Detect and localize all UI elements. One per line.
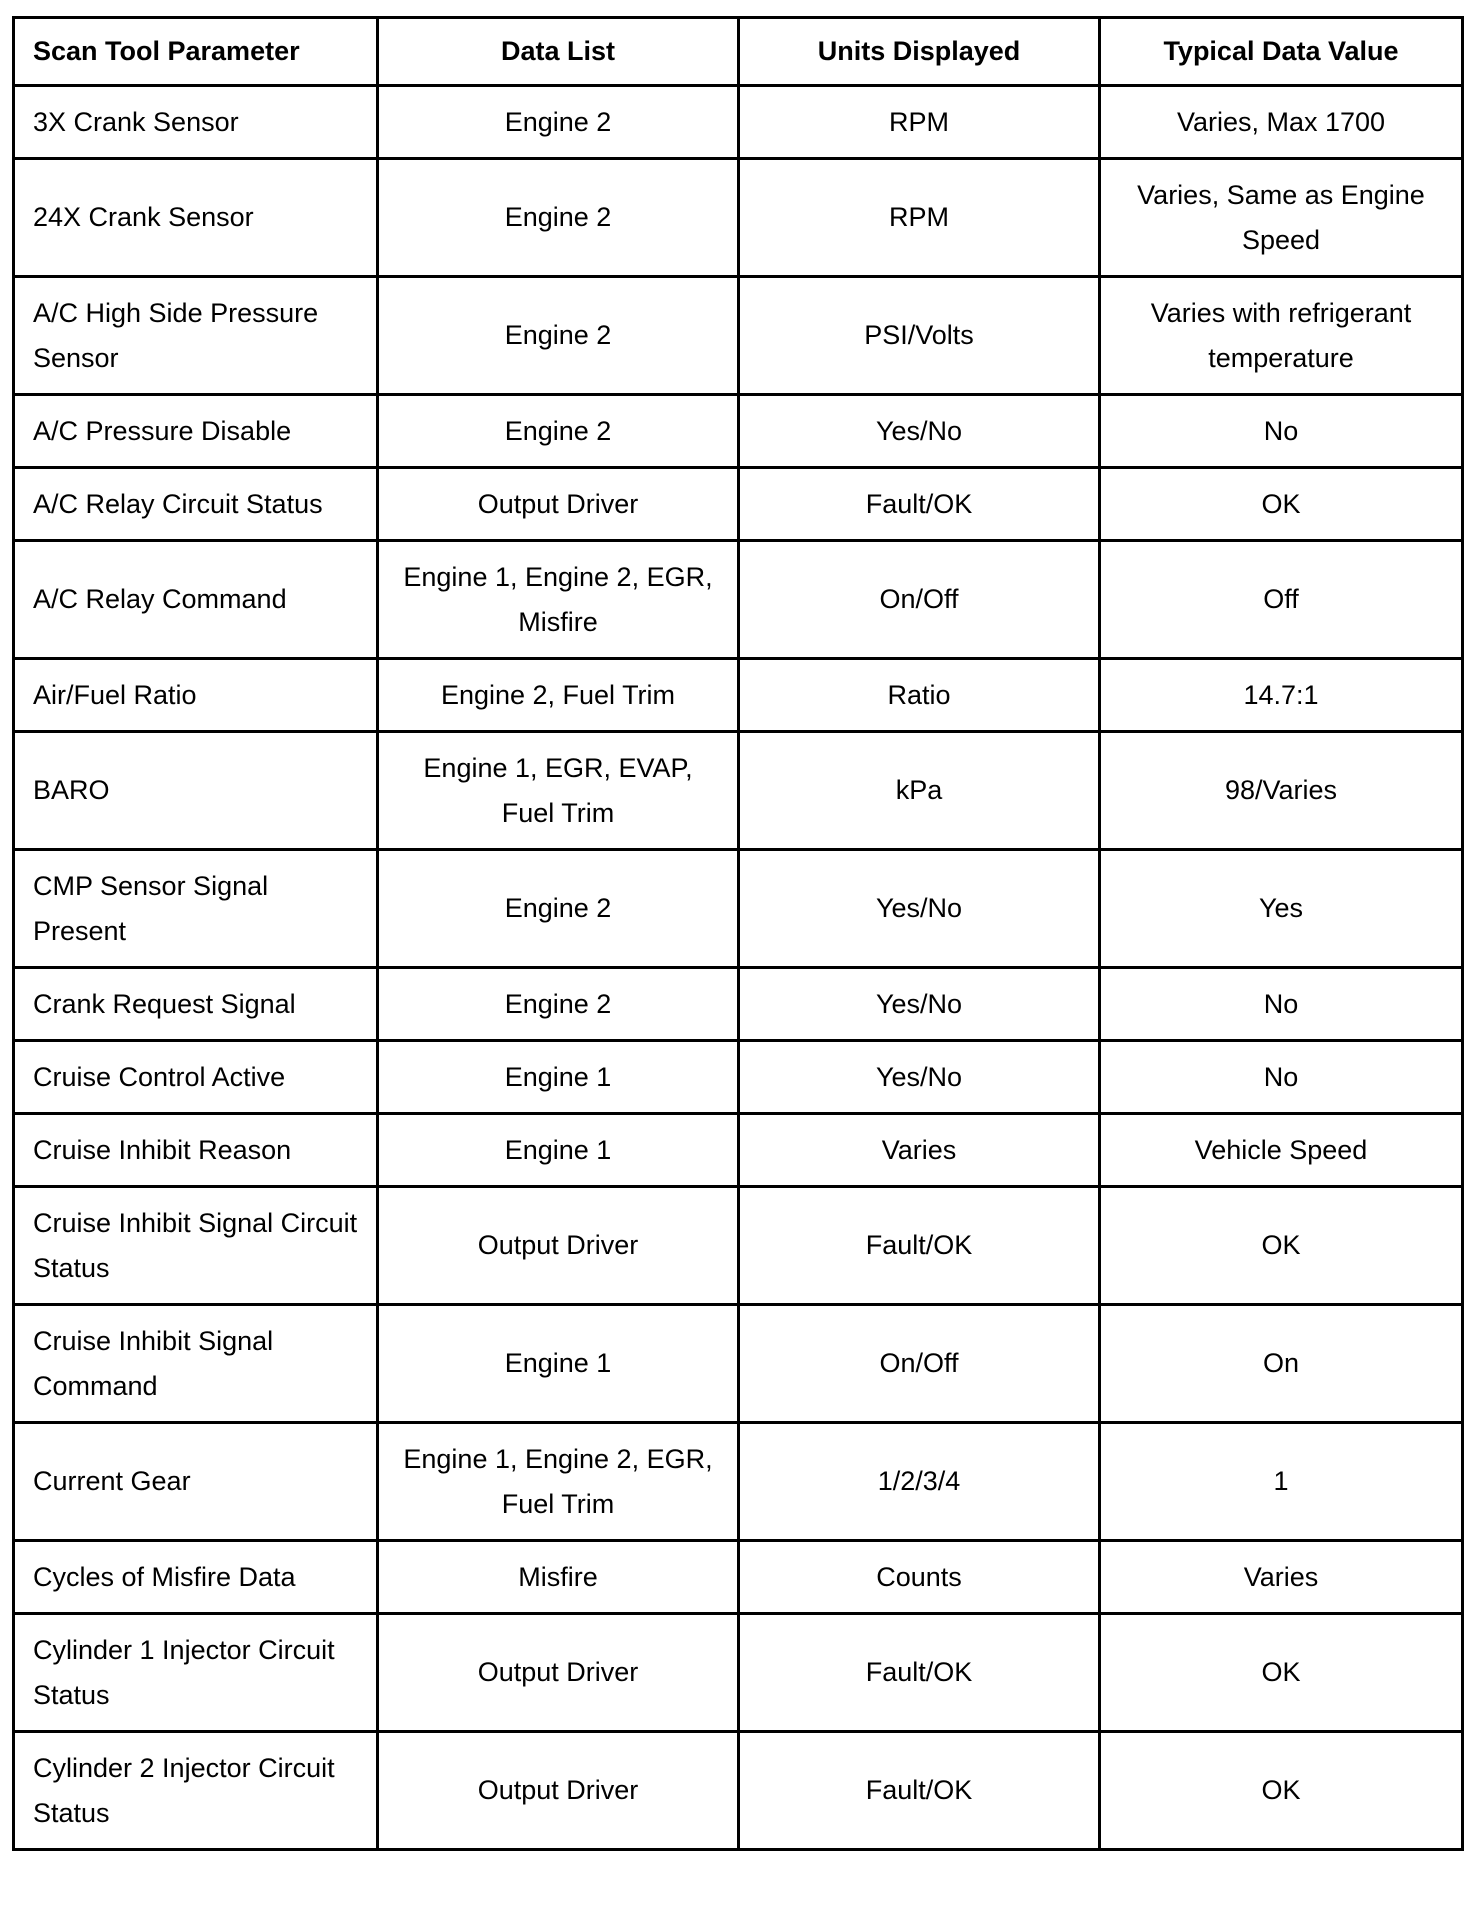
table-row (14, 1041, 1463, 1114)
cell-parameter: Cycles of Misfire Data (14, 1541, 378, 1614)
cell-units: Fault/OK (739, 1614, 1100, 1732)
cell-units: On/Off (739, 1305, 1100, 1423)
cell-units: RPM (739, 159, 1100, 277)
table-row (14, 1305, 1463, 1423)
table-row (14, 159, 1463, 277)
table-row (14, 468, 1463, 541)
table-row (14, 732, 1463, 850)
cell-units: Fault/OK (739, 1732, 1100, 1850)
cell-typical-value: Varies with refrigerant temperature (1100, 277, 1463, 395)
cell-data-list: Output Driver (378, 468, 739, 541)
data-table (12, 16, 1464, 1851)
cell-units: 1/2/3/4 (739, 1423, 1100, 1541)
cell-data-list: Engine 2 (378, 277, 739, 395)
table-row (14, 541, 1463, 659)
cell-data-list: Engine 1, Engine 2, EGR, Misfire (378, 541, 739, 659)
cell-parameter: A/C Pressure Disable (14, 395, 378, 468)
cell-parameter: 3X Crank Sensor (14, 86, 378, 159)
table-row (14, 277, 1463, 395)
cell-data-list: Engine 1 (378, 1305, 739, 1423)
cell-data-list: Output Driver (378, 1732, 739, 1850)
table-row (14, 1423, 1463, 1541)
cell-typical-value: OK (1100, 468, 1463, 541)
header-scan-tool-parameter: Scan Tool Parameter (14, 18, 378, 86)
cell-data-list: Engine 1, Engine 2, EGR, Fuel Trim (378, 1423, 739, 1541)
cell-units: Fault/OK (739, 468, 1100, 541)
cell-data-list: Engine 2 (378, 86, 739, 159)
table-row (14, 1187, 1463, 1305)
cell-parameter: Cylinder 2 Injector Circuit Status (14, 1732, 378, 1850)
cell-parameter: Current Gear (14, 1423, 378, 1541)
cell-typical-value: Off (1100, 541, 1463, 659)
table-row (14, 1541, 1463, 1614)
cell-units: PSI/Volts (739, 277, 1100, 395)
cell-data-list: Engine 1 (378, 1114, 739, 1187)
table-row (14, 1614, 1463, 1732)
table-row (14, 1732, 1463, 1850)
cell-units: On/Off (739, 541, 1100, 659)
scan-tool-data-table (12, 16, 1461, 1851)
header-row (14, 18, 1463, 86)
cell-typical-value: No (1100, 968, 1463, 1041)
header-units-displayed: Units Displayed (739, 18, 1100, 86)
cell-parameter: Air/Fuel Ratio (14, 659, 378, 732)
cell-units: RPM (739, 86, 1100, 159)
cell-units: Varies (739, 1114, 1100, 1187)
cell-units: Yes/No (739, 1041, 1100, 1114)
cell-typical-value: Varies, Same as Engine Speed (1100, 159, 1463, 277)
cell-data-list: Engine 1, EGR, EVAP, Fuel Trim (378, 732, 739, 850)
cell-data-list: Engine 2 (378, 850, 739, 968)
cell-typical-value: Vehicle Speed (1100, 1114, 1463, 1187)
cell-parameter: A/C Relay Circuit Status (14, 468, 378, 541)
cell-parameter: Cruise Inhibit Signal Circuit Status (14, 1187, 378, 1305)
cell-data-list: Misfire (378, 1541, 739, 1614)
cell-typical-value: 14.7:1 (1100, 659, 1463, 732)
table-row (14, 395, 1463, 468)
table-row (14, 968, 1463, 1041)
cell-typical-value: No (1100, 1041, 1463, 1114)
cell-parameter: A/C High Side Pressure Sensor (14, 277, 378, 395)
cell-typical-value: No (1100, 395, 1463, 468)
cell-typical-value: On (1100, 1305, 1463, 1423)
cell-typical-value: Varies (1100, 1541, 1463, 1614)
cell-typical-value: 98/Varies (1100, 732, 1463, 850)
cell-typical-value: OK (1100, 1614, 1463, 1732)
cell-units: Yes/No (739, 850, 1100, 968)
cell-units: Yes/No (739, 968, 1100, 1041)
cell-typical-value: 1 (1100, 1423, 1463, 1541)
cell-parameter: Cruise Inhibit Signal Command (14, 1305, 378, 1423)
cell-typical-value: OK (1100, 1187, 1463, 1305)
header-data-list: Data List (378, 18, 739, 86)
cell-parameter: Cruise Inhibit Reason (14, 1114, 378, 1187)
cell-data-list: Engine 2 (378, 395, 739, 468)
table-row (14, 1114, 1463, 1187)
cell-units: Fault/OK (739, 1187, 1100, 1305)
cell-data-list: Engine 1 (378, 1041, 739, 1114)
cell-units: Ratio (739, 659, 1100, 732)
cell-units: Yes/No (739, 395, 1100, 468)
cell-units: kPa (739, 732, 1100, 850)
header-typical-data-value: Typical Data Value (1100, 18, 1463, 86)
cell-data-list: Engine 2, Fuel Trim (378, 659, 739, 732)
cell-data-list: Engine 2 (378, 968, 739, 1041)
table-row (14, 659, 1463, 732)
cell-units: Counts (739, 1541, 1100, 1614)
cell-data-list: Output Driver (378, 1187, 739, 1305)
cell-parameter: Crank Request Signal (14, 968, 378, 1041)
cell-data-list: Output Driver (378, 1614, 739, 1732)
cell-parameter: CMP Sensor Signal Present (14, 850, 378, 968)
cell-data-list: Engine 2 (378, 159, 739, 277)
cell-parameter: Cylinder 1 Injector Circuit Status (14, 1614, 378, 1732)
table-row (14, 86, 1463, 159)
cell-typical-value: OK (1100, 1732, 1463, 1850)
cell-typical-value: Varies, Max 1700 (1100, 86, 1463, 159)
cell-typical-value: Yes (1100, 850, 1463, 968)
cell-parameter: 24X Crank Sensor (14, 159, 378, 277)
cell-parameter: A/C Relay Command (14, 541, 378, 659)
cell-parameter: BARO (14, 732, 378, 850)
table-row (14, 850, 1463, 968)
cell-parameter: Cruise Control Active (14, 1041, 378, 1114)
